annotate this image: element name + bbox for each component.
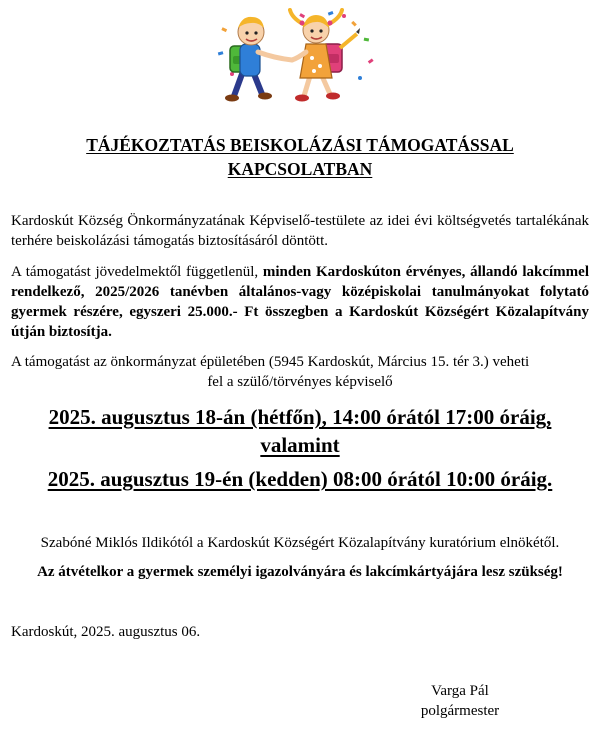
pickup-location-line-2: fel a szülő/törvényes képviselő — [207, 374, 393, 390]
documents-required-notice: Az átvételkor a gyermek személyi igazolványára és lakcímkártyájára lesz szükség! — [37, 564, 563, 580]
schedule-second-date — [10, 465, 590, 493]
signatory-role: polgármester — [420, 703, 500, 719]
girl-figure — [290, 10, 360, 102]
signatory-name: Varga Pál — [431, 683, 489, 699]
schedule-line-2: 2025. augusztus 19-én (kedden) 08:00 órától 10:00 óráig. — [47, 467, 553, 491]
schedule-line-1b: valamint — [260, 433, 340, 457]
date-line: Kardoskút, 2025. augusztus 06. — [11, 624, 201, 640]
document-title — [40, 133, 560, 181]
boy-figure — [225, 17, 292, 102]
contact-person-paragraph: Szabóné Miklós Ildikótól a Kardoskút Községért Közalapítvány kuratórium elnökétől. — [40, 535, 560, 551]
school-children-illustration — [212, 8, 384, 104]
pickup-location-line-1: A támogatást az önkormányzat épületében (5945 Kardoskút, Március 15. tér 3.) veheti — [11, 354, 530, 370]
schedule-line-1: 2025. augusztus 18-án (hétfőn), 14:00 órától 17:00 óráig, — [48, 405, 552, 429]
pickup-location-paragraph — [11, 352, 589, 392]
eligibility-paragraph — [11, 262, 589, 342]
eligibility-bold: minden Kardoskúton érvényes, állandó lakcímmel rendelkező, 2025/2026 tanévben általános-vagy középiskolai tanulmányokat folytató gyermek részére, egyszeri 25.000.- Ft összegben a Kardoskút Községért Közalapítvány útján biztosítja. — [11, 264, 589, 340]
signature-block — [400, 681, 520, 721]
title-line-2: KAPCSOLATBAN — [227, 159, 373, 179]
schedule-first-date — [10, 403, 590, 459]
eligibility-lead: A támogatást jövedelmektől függetlenül, — [11, 264, 263, 280]
intro-paragraph: Kardoskút Község Önkormányzatának Képviselő-testülete az idei évi költségvetés tartalékának terhére beiskolázási támogatás biztosításáról döntött. — [11, 213, 589, 249]
title-line-1: TÁJÉKOZTATÁS BEISKOLÁZÁSI TÁMOGATÁSSAL — [86, 135, 514, 155]
